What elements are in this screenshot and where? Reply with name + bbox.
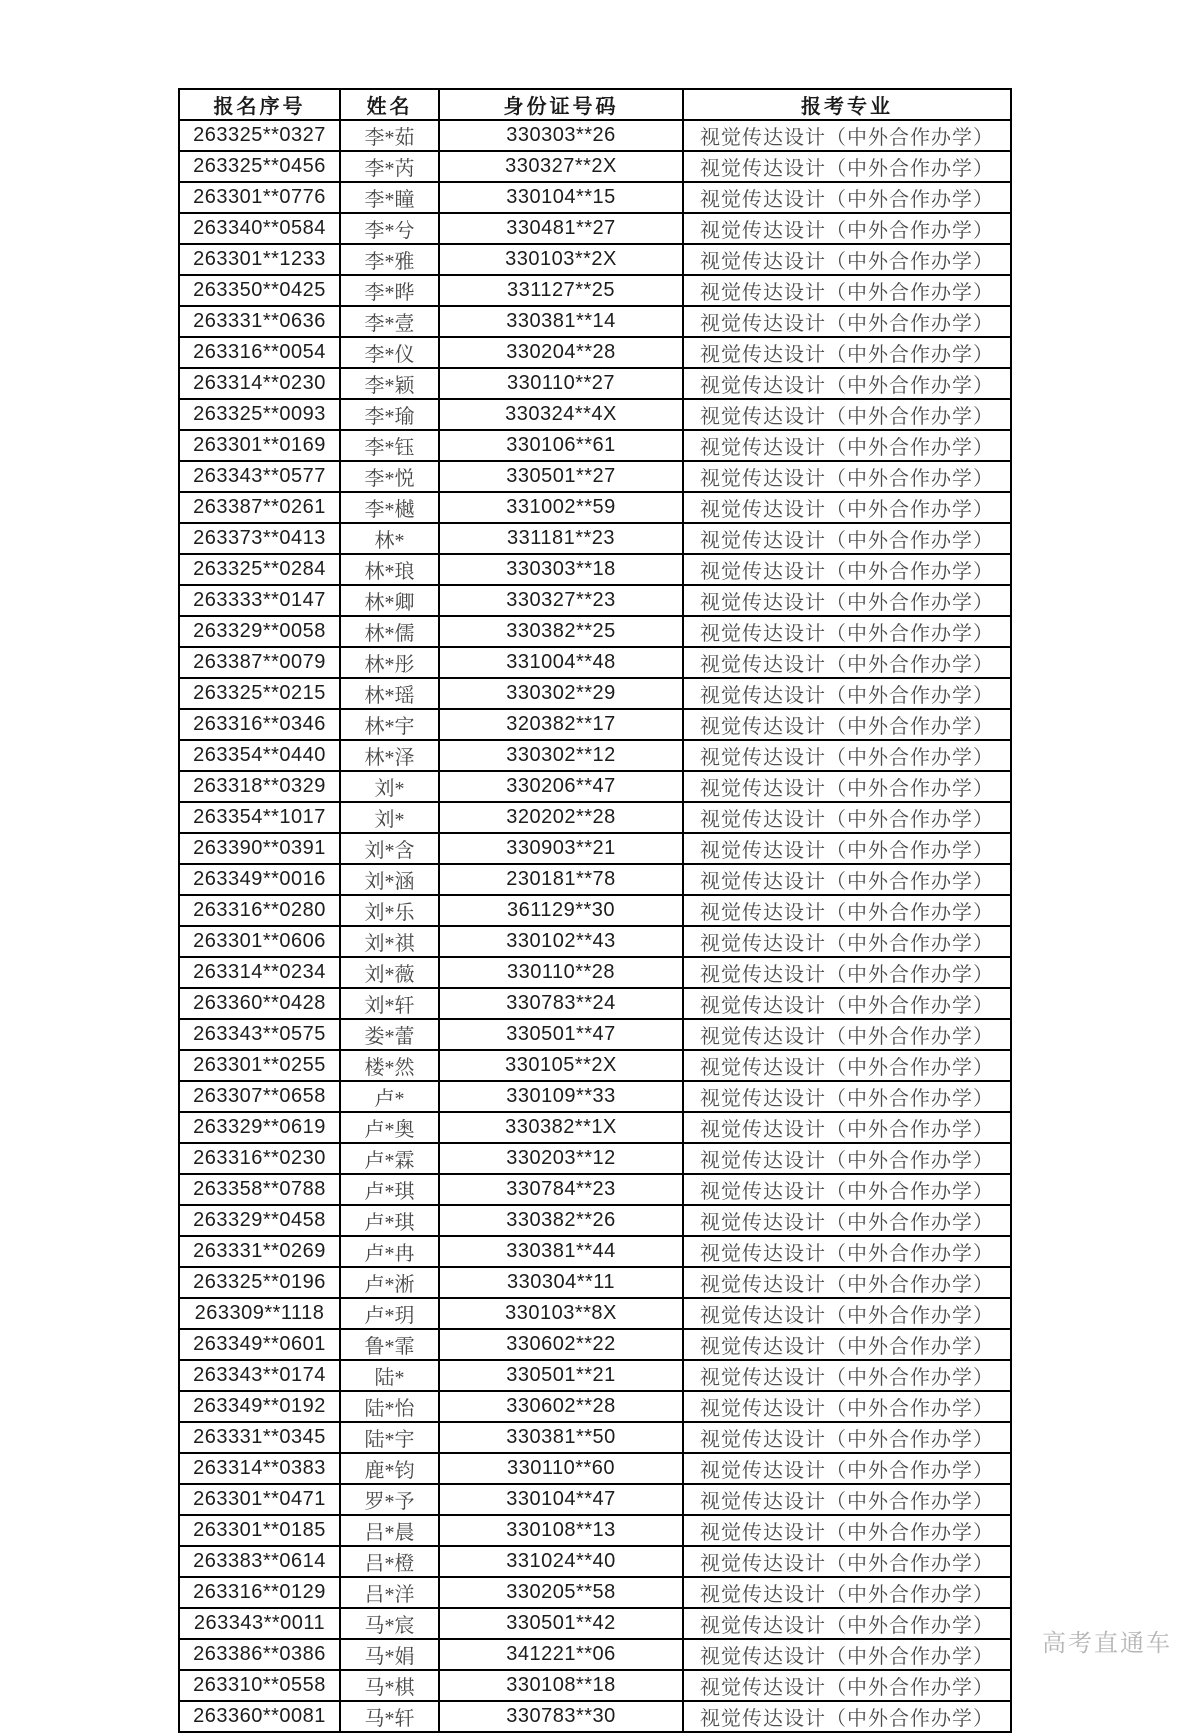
major-cell: 视觉传达设计（中外合作办学） bbox=[683, 554, 1011, 585]
table-row bbox=[179, 275, 1011, 306]
name-cell: 李*芮 bbox=[340, 151, 439, 182]
table-row bbox=[179, 1701, 1011, 1732]
reg-no-cell: 263325**0215 bbox=[179, 678, 340, 709]
reg-no-cell: 263316**0280 bbox=[179, 895, 340, 926]
major-cell: 视觉传达设计（中外合作办学） bbox=[683, 1143, 1011, 1174]
name-cell: 李*颖 bbox=[340, 368, 439, 399]
reg-no-cell: 263387**0079 bbox=[179, 647, 340, 678]
name-cell: 卢*琪 bbox=[340, 1205, 439, 1236]
major-cell: 视觉传达设计（中外合作办学） bbox=[683, 864, 1011, 895]
major-cell: 视觉传达设计（中外合作办学） bbox=[683, 957, 1011, 988]
reg-no-cell: 263310**0558 bbox=[179, 1670, 340, 1701]
reg-no-cell: 263314**0383 bbox=[179, 1453, 340, 1484]
id-no-cell: 330302**12 bbox=[439, 740, 683, 771]
id-no-cell: 330102**43 bbox=[439, 926, 683, 957]
name-cell: 林*琅 bbox=[340, 554, 439, 585]
table-row bbox=[179, 864, 1011, 895]
reg-no-cell: 263343**0011 bbox=[179, 1608, 340, 1639]
reg-no-cell: 263329**0058 bbox=[179, 616, 340, 647]
reg-no-cell: 263325**0284 bbox=[179, 554, 340, 585]
reg-no-cell: 263354**0440 bbox=[179, 740, 340, 771]
table-row bbox=[179, 1019, 1011, 1050]
table-row bbox=[179, 1484, 1011, 1515]
table-row bbox=[179, 647, 1011, 678]
reg-no-cell: 263301**0776 bbox=[179, 182, 340, 213]
reg-no-cell: 263314**0234 bbox=[179, 957, 340, 988]
id-no-cell: 330784**23 bbox=[439, 1174, 683, 1205]
name-cell: 刘* bbox=[340, 771, 439, 802]
table-row bbox=[179, 554, 1011, 585]
reg-no-cell: 263343**0577 bbox=[179, 461, 340, 492]
reg-no-cell: 263331**0345 bbox=[179, 1422, 340, 1453]
id-no-cell: 330302**29 bbox=[439, 678, 683, 709]
reg-no-cell: 263343**0174 bbox=[179, 1360, 340, 1391]
name-cell: 楼*然 bbox=[340, 1050, 439, 1081]
major-cell: 视觉传达设计（中外合作办学） bbox=[683, 647, 1011, 678]
table-row bbox=[179, 120, 1011, 151]
name-cell: 马*棋 bbox=[340, 1670, 439, 1701]
id-no-cell: 331024**40 bbox=[439, 1546, 683, 1577]
major-cell: 视觉传达设计（中外合作办学） bbox=[683, 1453, 1011, 1484]
reg-no-cell: 263331**0269 bbox=[179, 1236, 340, 1267]
major-cell: 视觉传达设计（中外合作办学） bbox=[683, 1019, 1011, 1050]
major-cell: 视觉传达设计（中外合作办学） bbox=[683, 1081, 1011, 1112]
table-row bbox=[179, 492, 1011, 523]
reg-no-cell: 263349**0192 bbox=[179, 1391, 340, 1422]
major-cell: 视觉传达设计（中外合作办学） bbox=[683, 368, 1011, 399]
id-no-cell: 330105**2X bbox=[439, 1050, 683, 1081]
name-cell: 李*瑜 bbox=[340, 399, 439, 430]
major-cell: 视觉传达设计（中外合作办学） bbox=[683, 740, 1011, 771]
id-no-cell: 330783**30 bbox=[439, 1701, 683, 1732]
name-cell: 吕*晨 bbox=[340, 1515, 439, 1546]
id-no-cell: 330501**47 bbox=[439, 1019, 683, 1050]
table-row bbox=[179, 523, 1011, 554]
id-no-cell: 330108**13 bbox=[439, 1515, 683, 1546]
id-no-cell: 230181**78 bbox=[439, 864, 683, 895]
reg-no-cell: 263309**1118 bbox=[179, 1298, 340, 1329]
registration-table-header bbox=[179, 89, 1011, 120]
table-row bbox=[179, 833, 1011, 864]
id-no-cell: 331127**25 bbox=[439, 275, 683, 306]
reg-no-cell: 263301**0185 bbox=[179, 1515, 340, 1546]
table-row bbox=[179, 1174, 1011, 1205]
table-row bbox=[179, 1422, 1011, 1453]
table-row bbox=[179, 616, 1011, 647]
id-no-cell: 330602**28 bbox=[439, 1391, 683, 1422]
header-row bbox=[179, 89, 1011, 120]
id-no-cell: 330783**24 bbox=[439, 988, 683, 1019]
id-no-cell: 330382**1X bbox=[439, 1112, 683, 1143]
name-cell: 马*宸 bbox=[340, 1608, 439, 1639]
id-no-cell: 330481**27 bbox=[439, 213, 683, 244]
name-cell: 李*雅 bbox=[340, 244, 439, 275]
name-cell: 卢*淅 bbox=[340, 1267, 439, 1298]
major-cell: 视觉传达设计（中外合作办学） bbox=[683, 461, 1011, 492]
table-row bbox=[179, 1639, 1011, 1670]
reg-no-cell: 263354**1017 bbox=[179, 802, 340, 833]
id-no-cell: 330903**21 bbox=[439, 833, 683, 864]
table-row bbox=[179, 337, 1011, 368]
major-cell: 视觉传达设计（中外合作办学） bbox=[683, 523, 1011, 554]
reg-no-cell: 263318**0329 bbox=[179, 771, 340, 802]
name-cell: 陆* bbox=[340, 1360, 439, 1391]
major-cell: 视觉传达设计（中外合作办学） bbox=[683, 1546, 1011, 1577]
major-cell: 视觉传达设计（中外合作办学） bbox=[683, 151, 1011, 182]
major-cell: 视觉传达设计（中外合作办学） bbox=[683, 1236, 1011, 1267]
name-cell: 林*彤 bbox=[340, 647, 439, 678]
id-no-cell: 330104**15 bbox=[439, 182, 683, 213]
watermark-text: 高考直通车 bbox=[1042, 1631, 1172, 1657]
reg-no-cell: 263301**0169 bbox=[179, 430, 340, 461]
name-cell: 陆*宇 bbox=[340, 1422, 439, 1453]
table-row bbox=[179, 182, 1011, 213]
major-cell: 视觉传达设计（中外合作办学） bbox=[683, 616, 1011, 647]
name-cell: 林*儒 bbox=[340, 616, 439, 647]
reg-no-cell: 263390**0391 bbox=[179, 833, 340, 864]
id-no-cell: 330381**14 bbox=[439, 306, 683, 337]
reg-no-cell: 263307**0658 bbox=[179, 1081, 340, 1112]
name-cell: 李*壹 bbox=[340, 306, 439, 337]
major-cell: 视觉传达设计（中外合作办学） bbox=[683, 1701, 1011, 1732]
reg-no-cell: 263301**0255 bbox=[179, 1050, 340, 1081]
table-row bbox=[179, 368, 1011, 399]
id-no-cell: 331181**23 bbox=[439, 523, 683, 554]
id-no-cell: 330108**18 bbox=[439, 1670, 683, 1701]
name-cell: 李*兮 bbox=[340, 213, 439, 244]
table-row bbox=[179, 1143, 1011, 1174]
major-cell: 视觉传达设计（中外合作办学） bbox=[683, 1515, 1011, 1546]
reg-no-cell: 263340**0584 bbox=[179, 213, 340, 244]
table-row bbox=[179, 1112, 1011, 1143]
major-cell: 视觉传达设计（中外合作办学） bbox=[683, 1267, 1011, 1298]
id-no-cell: 330103**2X bbox=[439, 244, 683, 275]
id-no-cell: 330110**28 bbox=[439, 957, 683, 988]
id-no-cell: 330110**27 bbox=[439, 368, 683, 399]
name-cell: 刘*乐 bbox=[340, 895, 439, 926]
id-no-cell: 330104**47 bbox=[439, 1484, 683, 1515]
name-cell: 刘*含 bbox=[340, 833, 439, 864]
major-cell: 视觉传达设计（中外合作办学） bbox=[683, 1298, 1011, 1329]
id-no-cell: 330106**61 bbox=[439, 430, 683, 461]
reg-no-cell: 263383**0614 bbox=[179, 1546, 340, 1577]
major-cell: 视觉传达设计（中外合作办学） bbox=[683, 1577, 1011, 1608]
id-no-cell: 330204**28 bbox=[439, 337, 683, 368]
column-header-id-no: 身份证号码 bbox=[439, 89, 683, 120]
id-no-cell: 331004**48 bbox=[439, 647, 683, 678]
table-row bbox=[179, 1608, 1011, 1639]
name-cell: 李*仪 bbox=[340, 337, 439, 368]
table-row bbox=[179, 585, 1011, 616]
reg-no-cell: 263333**0147 bbox=[179, 585, 340, 616]
id-no-cell: 331002**59 bbox=[439, 492, 683, 523]
major-cell: 视觉传达设计（中外合作办学） bbox=[683, 337, 1011, 368]
id-no-cell: 330501**42 bbox=[439, 1608, 683, 1639]
name-cell: 卢* bbox=[340, 1081, 439, 1112]
major-cell: 视觉传达设计（中外合作办学） bbox=[683, 1608, 1011, 1639]
id-no-cell: 330203**12 bbox=[439, 1143, 683, 1174]
name-cell: 卢*奥 bbox=[340, 1112, 439, 1143]
id-no-cell: 330501**21 bbox=[439, 1360, 683, 1391]
table-row bbox=[179, 926, 1011, 957]
id-no-cell: 330381**50 bbox=[439, 1422, 683, 1453]
table-row bbox=[179, 1081, 1011, 1112]
major-cell: 视觉传达设计（中外合作办学） bbox=[683, 988, 1011, 1019]
name-cell: 李*茹 bbox=[340, 120, 439, 151]
table-row bbox=[179, 709, 1011, 740]
reg-no-cell: 263301**0606 bbox=[179, 926, 340, 957]
id-no-cell: 320202**28 bbox=[439, 802, 683, 833]
table-row bbox=[179, 1267, 1011, 1298]
table-row bbox=[179, 306, 1011, 337]
id-no-cell: 330110**60 bbox=[439, 1453, 683, 1484]
major-cell: 视觉传达设计（中外合作办学） bbox=[683, 182, 1011, 213]
name-cell: 吕*橙 bbox=[340, 1546, 439, 1577]
name-cell: 鲁*霏 bbox=[340, 1329, 439, 1360]
id-no-cell: 330382**25 bbox=[439, 616, 683, 647]
reg-no-cell: 263331**0636 bbox=[179, 306, 340, 337]
table-row bbox=[179, 461, 1011, 492]
reg-no-cell: 263325**0327 bbox=[179, 120, 340, 151]
name-cell: 马*轩 bbox=[340, 1701, 439, 1732]
name-cell: 刘*祺 bbox=[340, 926, 439, 957]
table-row bbox=[179, 1670, 1011, 1701]
name-cell: 马*娟 bbox=[340, 1639, 439, 1670]
major-cell: 视觉传达设计（中外合作办学） bbox=[683, 709, 1011, 740]
major-cell: 视觉传达设计（中外合作办学） bbox=[683, 244, 1011, 275]
table-row bbox=[179, 244, 1011, 275]
id-no-cell: 330304**11 bbox=[439, 1267, 683, 1298]
name-cell: 罗*予 bbox=[340, 1484, 439, 1515]
reg-no-cell: 263301**1233 bbox=[179, 244, 340, 275]
id-no-cell: 330327**2X bbox=[439, 151, 683, 182]
major-cell: 视觉传达设计（中外合作办学） bbox=[683, 1391, 1011, 1422]
reg-no-cell: 263325**0093 bbox=[179, 399, 340, 430]
major-cell: 视觉传达设计（中外合作办学） bbox=[683, 1112, 1011, 1143]
major-cell: 视觉传达设计（中外合作办学） bbox=[683, 399, 1011, 430]
major-cell: 视觉传达设计（中外合作办学） bbox=[683, 275, 1011, 306]
reg-no-cell: 263350**0425 bbox=[179, 275, 340, 306]
table-row bbox=[179, 430, 1011, 461]
id-no-cell: 341221**06 bbox=[439, 1639, 683, 1670]
name-cell: 刘* bbox=[340, 802, 439, 833]
reg-no-cell: 263349**0016 bbox=[179, 864, 340, 895]
table-row bbox=[179, 213, 1011, 244]
table-row bbox=[179, 1391, 1011, 1422]
table-row bbox=[179, 1050, 1011, 1081]
name-cell: 陆*怡 bbox=[340, 1391, 439, 1422]
name-cell: 卢*霖 bbox=[340, 1143, 439, 1174]
name-cell: 娄*蕾 bbox=[340, 1019, 439, 1050]
id-no-cell: 330602**22 bbox=[439, 1329, 683, 1360]
id-no-cell: 330501**27 bbox=[439, 461, 683, 492]
major-cell: 视觉传达设计（中外合作办学） bbox=[683, 1670, 1011, 1701]
id-no-cell: 330205**58 bbox=[439, 1577, 683, 1608]
major-cell: 视觉传达设计（中外合作办学） bbox=[683, 802, 1011, 833]
table-row bbox=[179, 1205, 1011, 1236]
major-cell: 视觉传达设计（中外合作办学） bbox=[683, 585, 1011, 616]
table-row bbox=[179, 151, 1011, 182]
reg-no-cell: 263386**0386 bbox=[179, 1639, 340, 1670]
id-no-cell: 330303**26 bbox=[439, 120, 683, 151]
name-cell: 林*瑶 bbox=[340, 678, 439, 709]
major-cell: 视觉传达设计（中外合作办学） bbox=[683, 306, 1011, 337]
major-cell: 视觉传达设计（中外合作办学） bbox=[683, 492, 1011, 523]
column-header-reg-no: 报名序号 bbox=[179, 89, 340, 120]
reg-no-cell: 263373**0413 bbox=[179, 523, 340, 554]
major-cell: 视觉传达设计（中外合作办学） bbox=[683, 678, 1011, 709]
registration-table bbox=[178, 88, 1012, 1733]
name-cell: 李*晔 bbox=[340, 275, 439, 306]
name-cell: 刘*涵 bbox=[340, 864, 439, 895]
registration-table-body bbox=[179, 120, 1011, 1732]
table-row bbox=[179, 1546, 1011, 1577]
major-cell: 视觉传达设计（中外合作办学） bbox=[683, 1639, 1011, 1670]
name-cell: 林*卿 bbox=[340, 585, 439, 616]
reg-no-cell: 263349**0601 bbox=[179, 1329, 340, 1360]
name-cell: 卢*冉 bbox=[340, 1236, 439, 1267]
reg-no-cell: 263360**0428 bbox=[179, 988, 340, 1019]
table-row bbox=[179, 399, 1011, 430]
id-no-cell: 330324**4X bbox=[439, 399, 683, 430]
major-cell: 视觉传达设计（中外合作办学） bbox=[683, 926, 1011, 957]
reg-no-cell: 263316**0346 bbox=[179, 709, 340, 740]
name-cell: 林*宇 bbox=[340, 709, 439, 740]
table-row bbox=[179, 1515, 1011, 1546]
name-cell: 鹿*钧 bbox=[340, 1453, 439, 1484]
name-cell: 李*樾 bbox=[340, 492, 439, 523]
column-header-major: 报考专业 bbox=[683, 89, 1011, 120]
name-cell: 卢*琪 bbox=[340, 1174, 439, 1205]
table-row bbox=[179, 988, 1011, 1019]
reg-no-cell: 263325**0196 bbox=[179, 1267, 340, 1298]
table-row bbox=[179, 740, 1011, 771]
table-row bbox=[179, 802, 1011, 833]
name-cell: 林*泽 bbox=[340, 740, 439, 771]
id-no-cell: 330381**44 bbox=[439, 1236, 683, 1267]
column-header-name: 姓名 bbox=[340, 89, 439, 120]
reg-no-cell: 263316**0054 bbox=[179, 337, 340, 368]
reg-no-cell: 263314**0230 bbox=[179, 368, 340, 399]
major-cell: 视觉传达设计（中外合作办学） bbox=[683, 1329, 1011, 1360]
reg-no-cell: 263360**0081 bbox=[179, 1701, 340, 1732]
major-cell: 视觉传达设计（中外合作办学） bbox=[683, 213, 1011, 244]
reg-no-cell: 263316**0129 bbox=[179, 1577, 340, 1608]
table-row bbox=[179, 1360, 1011, 1391]
table-row bbox=[179, 678, 1011, 709]
major-cell: 视觉传达设计（中外合作办学） bbox=[683, 430, 1011, 461]
table-row bbox=[179, 771, 1011, 802]
reg-no-cell: 263316**0230 bbox=[179, 1143, 340, 1174]
name-cell: 李*钰 bbox=[340, 430, 439, 461]
major-cell: 视觉传达设计（中外合作办学） bbox=[683, 1050, 1011, 1081]
id-no-cell: 330103**8X bbox=[439, 1298, 683, 1329]
id-no-cell: 320382**17 bbox=[439, 709, 683, 740]
major-cell: 视觉传达设计（中外合作办学） bbox=[683, 1205, 1011, 1236]
reg-no-cell: 263358**0788 bbox=[179, 1174, 340, 1205]
name-cell: 李*悦 bbox=[340, 461, 439, 492]
reg-no-cell: 263329**0458 bbox=[179, 1205, 340, 1236]
name-cell: 李*瞳 bbox=[340, 182, 439, 213]
id-no-cell: 330206**47 bbox=[439, 771, 683, 802]
id-no-cell: 330109**33 bbox=[439, 1081, 683, 1112]
table-row bbox=[179, 1298, 1011, 1329]
reg-no-cell: 263343**0575 bbox=[179, 1019, 340, 1050]
reg-no-cell: 263325**0456 bbox=[179, 151, 340, 182]
major-cell: 视觉传达设计（中外合作办学） bbox=[683, 120, 1011, 151]
name-cell: 卢*玥 bbox=[340, 1298, 439, 1329]
reg-no-cell: 263329**0619 bbox=[179, 1112, 340, 1143]
name-cell: 刘*轩 bbox=[340, 988, 439, 1019]
table-row bbox=[179, 1453, 1011, 1484]
table-row bbox=[179, 1577, 1011, 1608]
name-cell: 吕*洋 bbox=[340, 1577, 439, 1608]
table-row bbox=[179, 1329, 1011, 1360]
id-no-cell: 330303**18 bbox=[439, 554, 683, 585]
table-row bbox=[179, 957, 1011, 988]
major-cell: 视觉传达设计（中外合作办学） bbox=[683, 833, 1011, 864]
table-row bbox=[179, 895, 1011, 926]
id-no-cell: 361129**30 bbox=[439, 895, 683, 926]
major-cell: 视觉传达设计（中外合作办学） bbox=[683, 1422, 1011, 1453]
id-no-cell: 330327**23 bbox=[439, 585, 683, 616]
major-cell: 视觉传达设计（中外合作办学） bbox=[683, 1484, 1011, 1515]
reg-no-cell: 263301**0471 bbox=[179, 1484, 340, 1515]
name-cell: 林* bbox=[340, 523, 439, 554]
major-cell: 视觉传达设计（中外合作办学） bbox=[683, 895, 1011, 926]
major-cell: 视觉传达设计（中外合作办学） bbox=[683, 1360, 1011, 1391]
name-cell: 刘*薇 bbox=[340, 957, 439, 988]
reg-no-cell: 263387**0261 bbox=[179, 492, 340, 523]
table-row bbox=[179, 1236, 1011, 1267]
major-cell: 视觉传达设计（中外合作办学） bbox=[683, 1174, 1011, 1205]
id-no-cell: 330382**26 bbox=[439, 1205, 683, 1236]
major-cell: 视觉传达设计（中外合作办学） bbox=[683, 771, 1011, 802]
